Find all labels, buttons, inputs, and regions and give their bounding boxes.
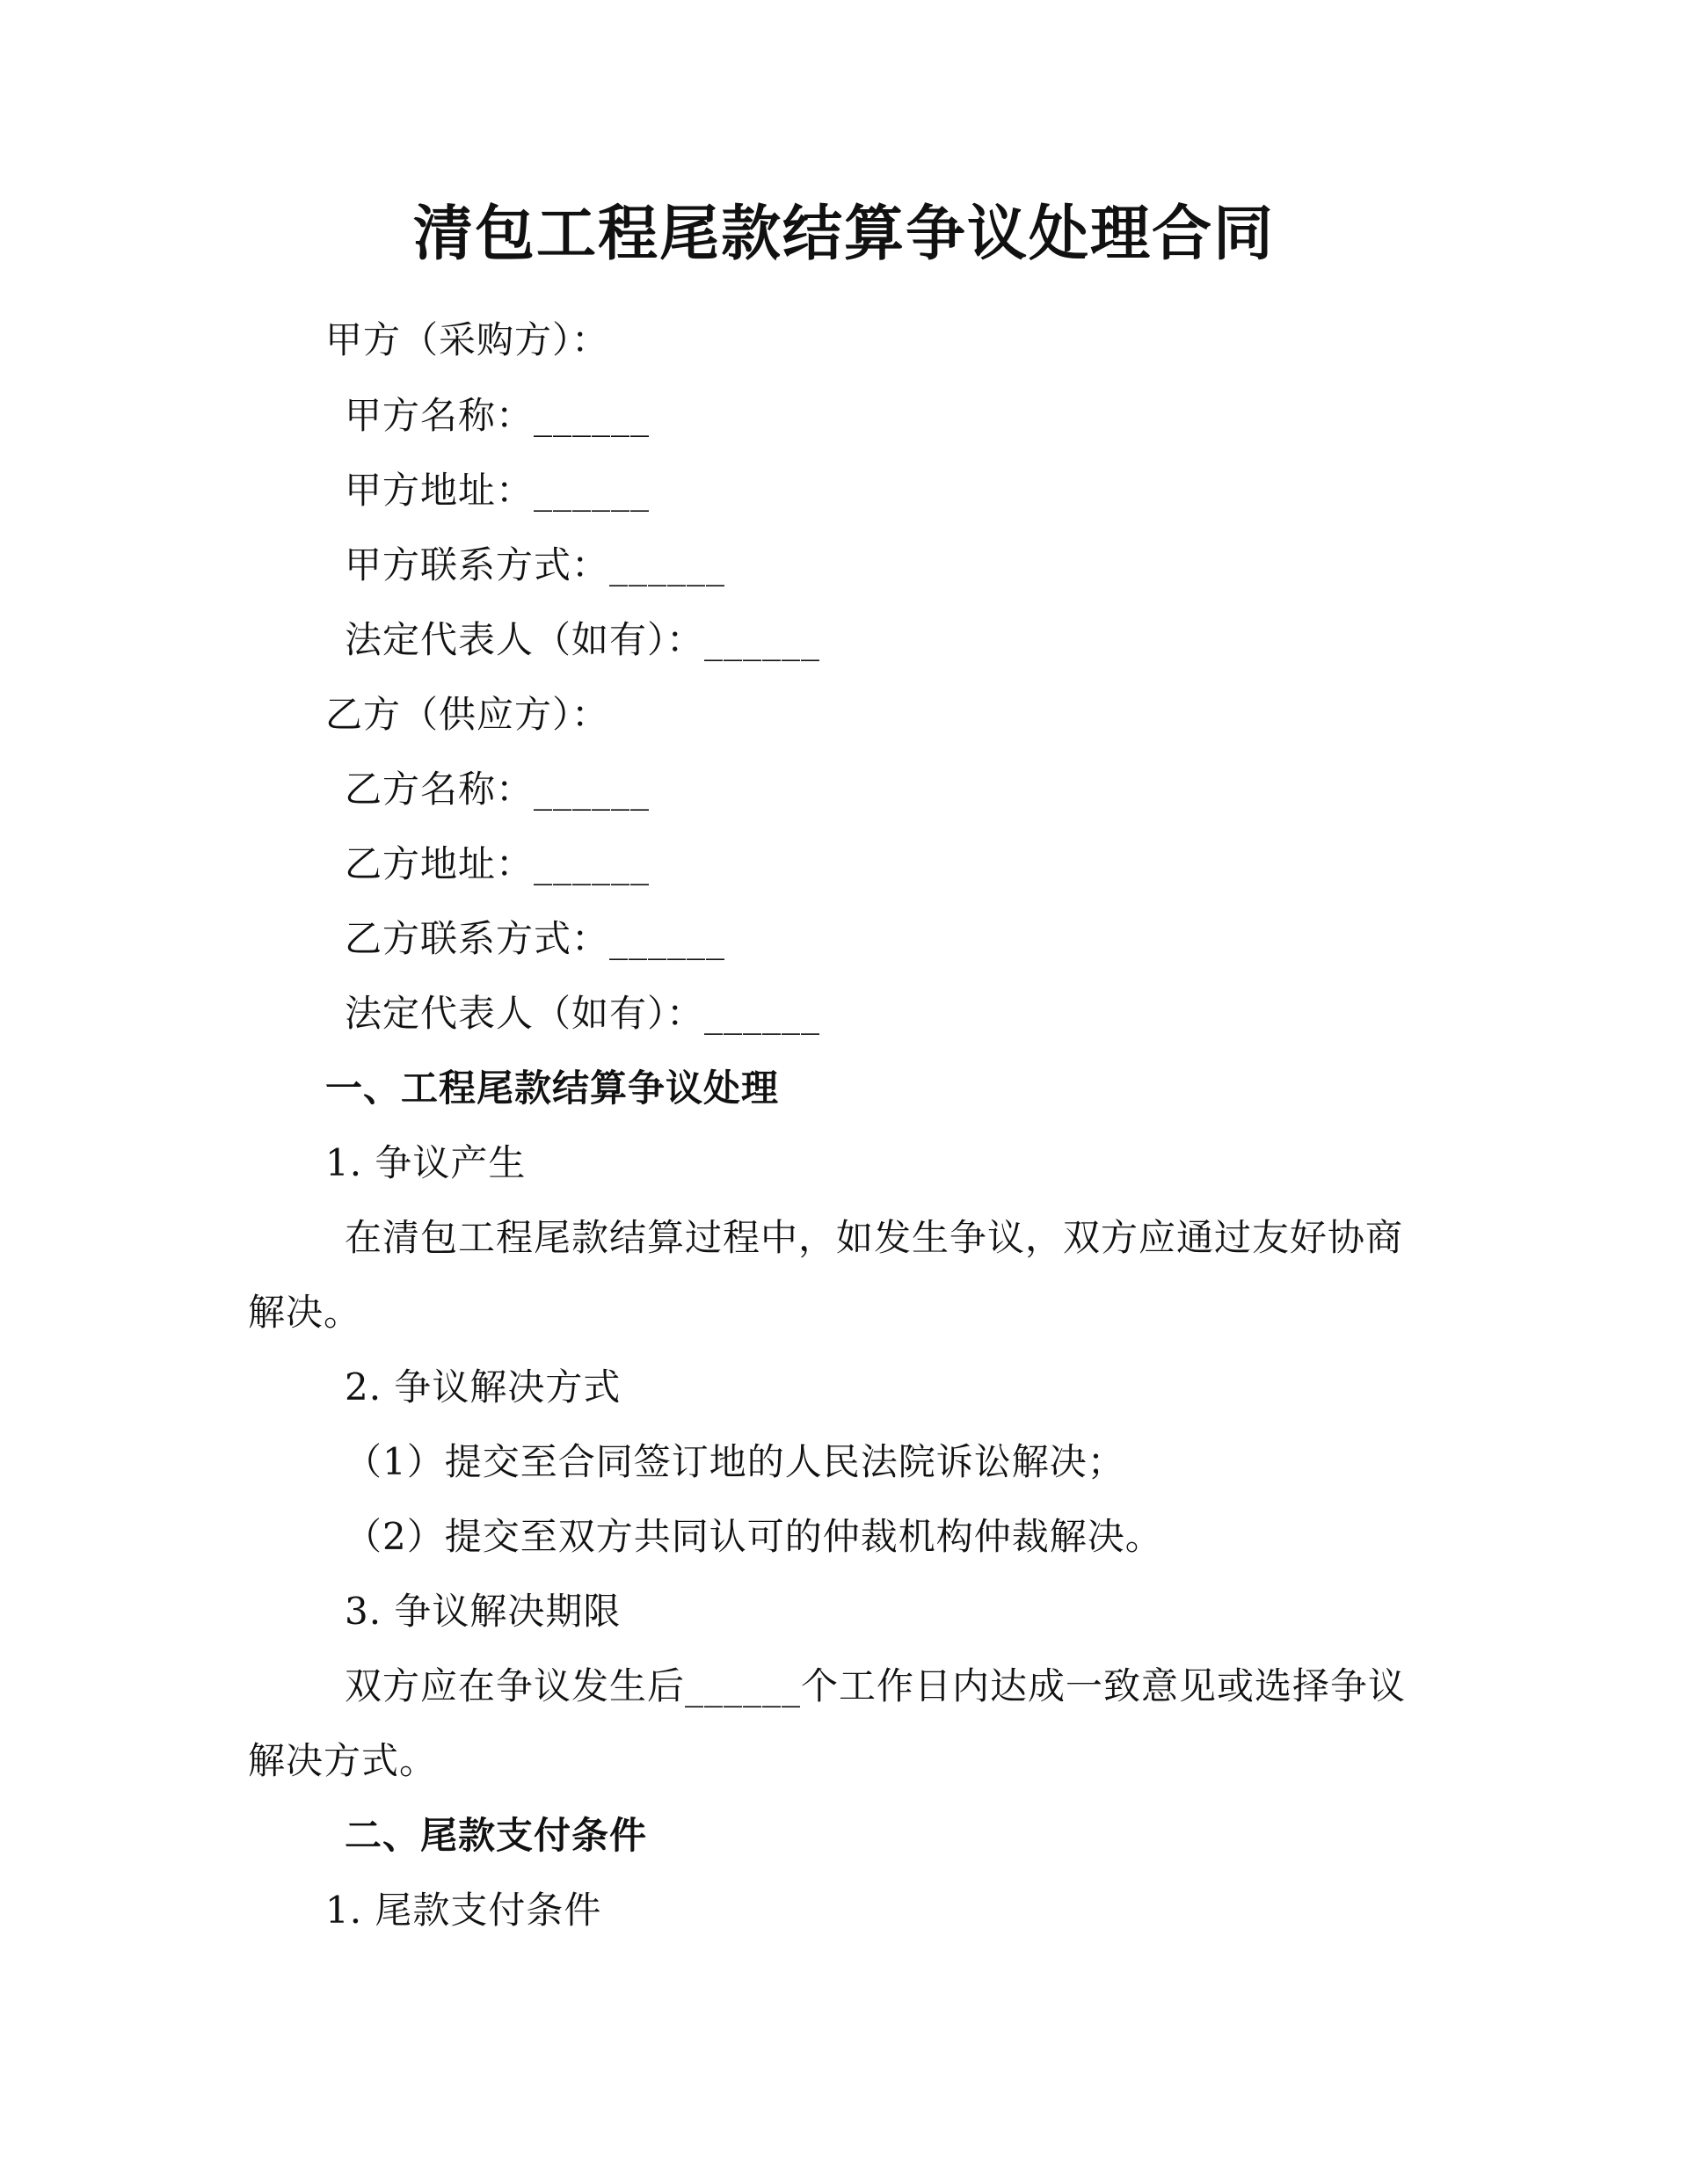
section-1-item-1-title: 1. 争议产生: [325, 1141, 527, 1184]
party-b-contact-field: 乙方联系方式：______: [345, 917, 726, 960]
party-b-legal-rep-field: 法定代表人（如有）：______: [345, 992, 821, 1035]
party-a-address-field: 甲方地址：______: [345, 469, 651, 512]
party-a-contact-field: 甲方联系方式：______: [345, 543, 726, 586]
document-title: 清包工程尾款结算争议处理合同: [412, 200, 1275, 269]
section-1-item-3-text-line-2: 解决方式。: [248, 1739, 438, 1782]
section-1-item-3-title: 3. 争议解决期限: [345, 1590, 622, 1633]
section-2-item-1-title: 1. 尾款支付条件: [325, 1889, 602, 1932]
party-a-name-field: 甲方名称：______: [345, 394, 651, 437]
section-1-item-1-text-line-1: 在清包工程尾款结算过程中，如发生争议，双方应通过友好协商: [345, 1216, 1404, 1259]
section-1-heading: 一、工程尾款结算争议处理: [325, 1067, 780, 1110]
party-a-legal-rep-field: 法定代表人（如有）：______: [345, 618, 821, 661]
section-1-item-2-option-1: （1）提交至合同签订地的人民法院诉讼解决；: [345, 1440, 1125, 1483]
section-1-item-3-text-line-1: 双方应在争议发生后______个工作日内达成一致意见或选择争议: [345, 1664, 1407, 1707]
section-1-item-2-option-2: （2）提交至双方共同认可的仲裁机构仲裁解决。: [345, 1515, 1163, 1558]
section-2-heading: 二、尾款支付条件: [345, 1814, 648, 1857]
party-b-name-field: 乙方名称：______: [345, 768, 651, 811]
section-1-item-2-title: 2. 争议解决方式: [345, 1365, 622, 1409]
party-a-label: 甲方（采购方）：: [325, 318, 610, 361]
party-b-label: 乙方（供应方）：: [325, 693, 610, 736]
party-b-address-field: 乙方地址：______: [345, 842, 651, 885]
section-1-item-1-text-line-2: 解决。: [248, 1291, 362, 1334]
